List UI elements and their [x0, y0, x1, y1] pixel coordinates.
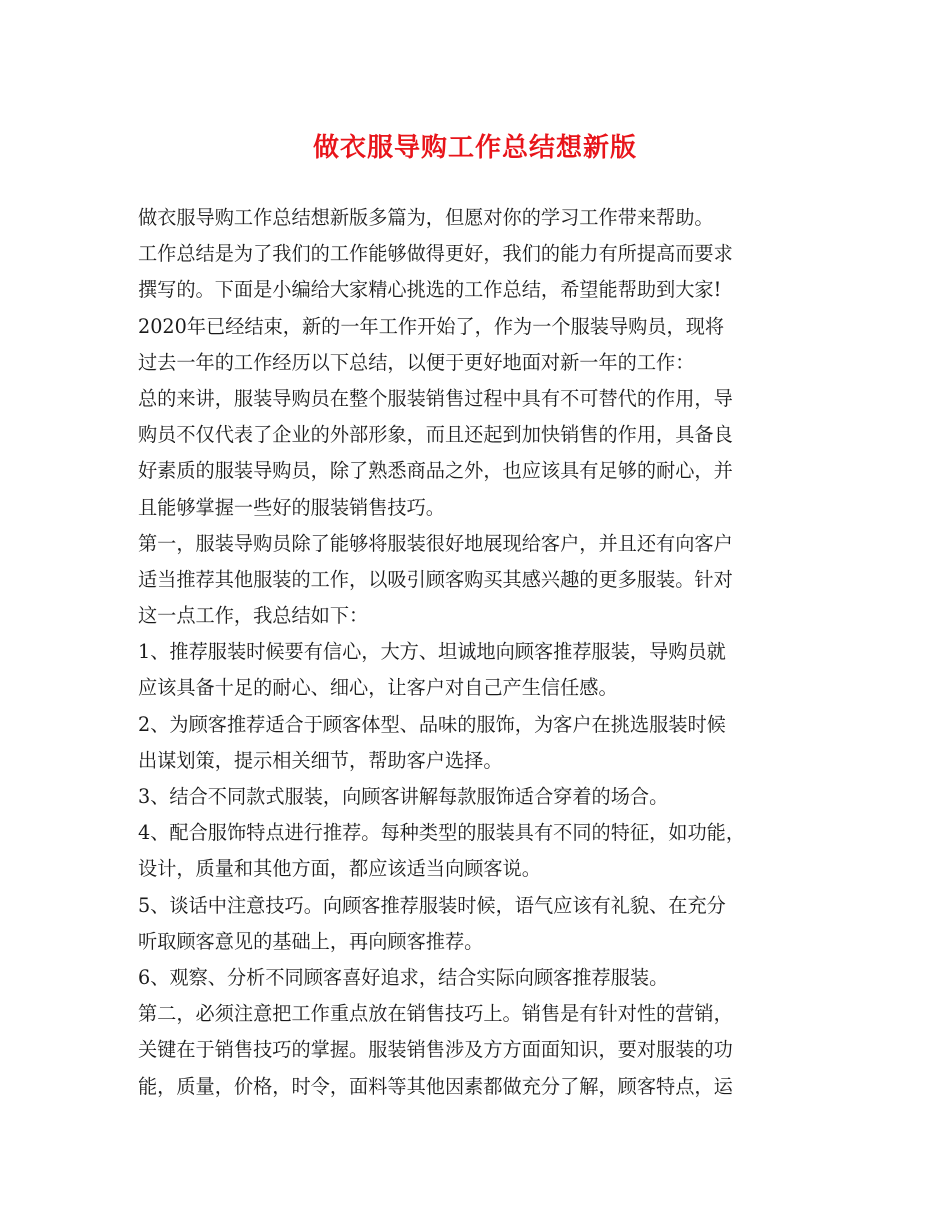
body-line: 5、谈话中注意技巧。向顾客推荐服装时候，语气应该有礼貌、在充分: [138, 893, 726, 917]
body-line: 这一点工作，我总结如下：: [138, 604, 369, 628]
body-line: 做衣服导购工作总结想新版多篇为，但愿对你的学习工作带来帮助。: [138, 206, 714, 229]
body-line: 2、为顾客推荐适合于顾客体型、品味的服饰，为客户在挑选服装时候: [138, 712, 726, 736]
body-line: 好素质的服装导购员，除了熟悉商品之外，也应该具有足够的耐心，并: [138, 459, 733, 483]
body-line: 第一，服装导购员除了能够将服装很好地展现给客户，并且还有向客户: [138, 531, 733, 555]
body-line: 能，质量，价格，时令，面料等其他因素都做充分了解，顾客特点，运: [138, 1074, 733, 1098]
body-line: 出谋划策，提示相关细节，帮助客户选择。: [138, 748, 503, 772]
document-title: 做衣服导购工作总结想新版: [312, 133, 637, 163]
body-line: 4、配合服饰特点进行推荐。每种类型的服装具有不同的特征，如功能，: [138, 821, 746, 845]
body-line: 3、结合不同款式服装，向顾客讲解每款服饰适合穿着的场合。: [138, 785, 669, 808]
body-line: 1、推荐服装时候要有信心，大方、坦诚地向顾客推荐服装，导购员就: [138, 640, 726, 664]
body-line: 设计，质量和其他方面，都应该适当向顾客说。: [138, 857, 541, 881]
body-line: 适当推荐其他服装的工作，以吸引顾客购买其感兴趣的更多服装。针对: [138, 567, 733, 591]
body-line: 6、观察、分析不同顾客喜好追求，结合实际向顾客推荐服装。: [138, 965, 669, 989]
body-line: 购员不仅代表了企业的外部形象，而且还起到加快销售的作用，具备良: [138, 423, 733, 447]
body-line: 撰写的。下面是小编给大家精心挑选的工作总结，希望能帮助到大家!: [138, 278, 722, 302]
body-line: 应该具备十足的耐心、细心，让客户对自己产生信任感。: [138, 676, 618, 700]
body-line: 总的来讲，服装导购员在整个服装销售过程中具有不可替代的作用，导: [138, 386, 733, 410]
document-body: [138, 200, 828, 1105]
body-line: 第二，必须注意把工作重点放在销售技巧上。销售是有针对性的营销，: [138, 1002, 733, 1026]
body-line: 过去一年的工作经历以下总结，以便于更好地面对新一年的工作：: [138, 350, 695, 374]
body-line: 且能够掌握一些好的服装销售技巧。: [138, 495, 445, 519]
body-line: 关键在于销售技巧的掌握。服装销售涉及方方面面知识，要对服装的功: [138, 1038, 733, 1062]
body-line: 听取顾客意见的基础上，再向顾客推荐。: [138, 929, 484, 953]
body-line: 2020年已经结束，新的一年工作开始了，作为一个服装导购员，现将: [138, 314, 725, 338]
body-line: 工作总结是为了我们的工作能够做得更好，我们的能力有所提高而要求: [138, 242, 733, 266]
